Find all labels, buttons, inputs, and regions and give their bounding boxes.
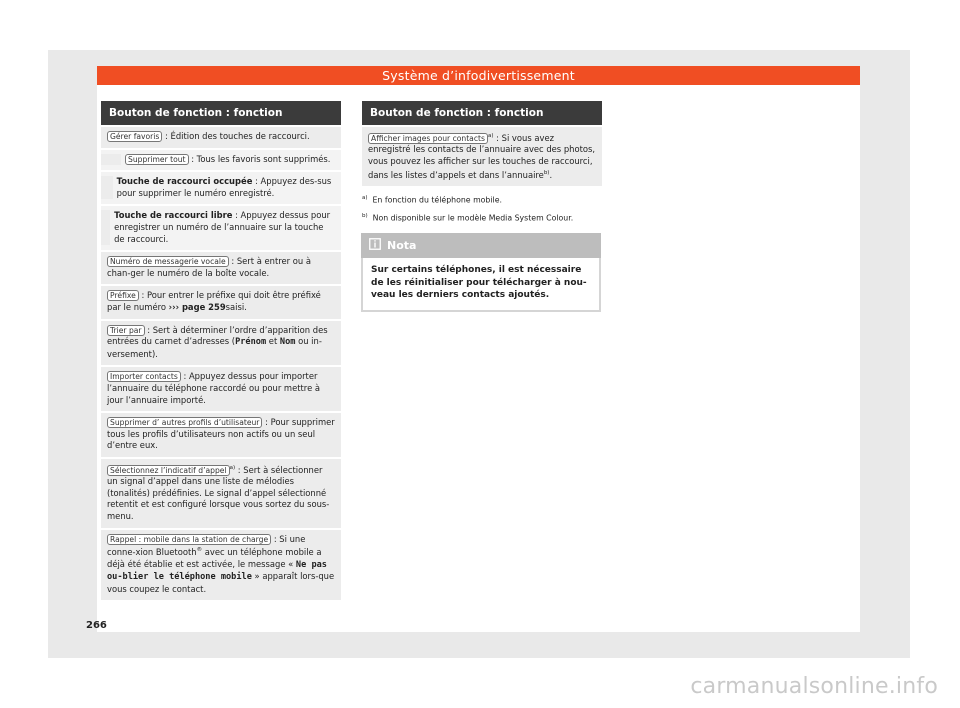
footnotes [362, 193, 602, 228]
footnote: $^{a)}$ En fonction du téléphone mobile. [362, 195, 502, 205]
nota-body: Sur certains téléphones, il est nécessaire de les réinitialiser pour télécharger à nou-veau les derniers contacts ajoutés. [361, 258, 601, 312]
footnote-mark: b) [543, 169, 550, 176]
function-key: Supprimer tout [125, 154, 189, 165]
row-text: : Tous les favoris sont supprimés. [188, 153, 331, 164]
function-key: Trier par [107, 325, 145, 336]
table-row [101, 284, 341, 318]
row-text: : Pour entrer le préfixe qui doit être préfixé par le numéro [107, 290, 321, 312]
table-row [101, 528, 341, 601]
nota-header [361, 233, 601, 258]
table-row [101, 457, 341, 528]
row-text: : Si une conne-xion Bluetooth [107, 533, 306, 558]
table-row [101, 170, 341, 204]
table-heading: Bouton de fonction : fonction [362, 101, 602, 125]
function-key: Rappel : mobile dans la station de charge [107, 534, 271, 545]
nota-box [361, 233, 601, 312]
row-text: : Sert à entrer ou à chan-ger le numéro de la boîte vocale. [107, 256, 311, 278]
function-table-left [101, 101, 341, 600]
function-key: Afficher images pour contacts [368, 133, 488, 144]
row-text-mid: et [266, 336, 280, 347]
display-text: Prénom [235, 337, 267, 348]
row-text: : Si vous avez enregistré les contacts de l’annuaire avec des photos, vous pouvez les afficher sur les touches de raccourci, dans les listes d’appels et dans l’annuaire [368, 132, 595, 180]
row-text: : Sert à sélectionner un signal d’appel dans une liste de mélodies (tonalités) prédéfinies. Le signal d’appel sélectionné retentit et est configuré lorsque vous sortez du sous-menu. [107, 464, 330, 522]
footnote-mark: a) [487, 133, 494, 139]
row-text: : Pour supprimer tous les profils d’utilisateurs non actifs ou un seul d’entre eux. [107, 417, 335, 451]
row-text-tail: » apparaît lors-que vous coupez le contact. [107, 571, 335, 594]
row-text: : Appuyez des-sus pour supprimer le numéro enregistré. [116, 176, 332, 198]
function-key: Supprimer d’ autres profils d’utilisateur [107, 417, 262, 428]
function-key: Importer contacts [107, 371, 181, 382]
page-number: 266 [86, 620, 107, 631]
footnote-mark: a) [229, 464, 236, 471]
footnote: $^{b)}$ Non disponible sur le modèle Media System Colour. [362, 212, 574, 223]
registered-mark: ® [196, 547, 203, 554]
function-key: Préfixe [107, 290, 139, 301]
watermark: carmanualsonline.info [690, 674, 938, 699]
row-term: Touche de raccourci libre [114, 210, 233, 221]
function-key: Sélectionnez l’indicatif d’appel [107, 465, 230, 476]
display-text: Nom [279, 337, 296, 348]
table-row [101, 365, 341, 411]
table-row [362, 125, 602, 186]
nota-title: Nota [387, 239, 417, 252]
row-text: : Appuyez dessus pour importer l’annuaire du téléphone raccordé ou pour mettre à jour l’annuaire importé. [107, 371, 321, 405]
row-text-tail: saisi. [225, 301, 247, 312]
section-title: Système d’infodivertissement [382, 68, 575, 83]
table-row [101, 125, 341, 148]
row-text-tail: . [549, 169, 553, 180]
table-row [101, 250, 341, 284]
page-reference-link[interactable]: ››› page 259 [168, 301, 226, 312]
table-row [101, 204, 341, 250]
row-text: : Sert à déterminer l’ordre d’apparition des entrées du carnet d’adresses ( [107, 324, 328, 347]
info-icon [369, 234, 381, 259]
function-key: Gérer favoris [107, 131, 162, 142]
display-text: Ne pas ou-blier le téléphone mobile [107, 559, 327, 583]
section-title-band [97, 66, 860, 85]
table-row [101, 148, 341, 171]
table-heading: Bouton de fonction : fonction [101, 101, 341, 125]
function-table-right [362, 101, 602, 186]
row-term: Touche de raccourci occupée [116, 176, 253, 187]
table-row [101, 411, 341, 457]
row-text-2: avec un téléphone mobile a déjà été établie et est activée, le message « [107, 547, 322, 569]
row-text: : Édition des touches de raccourci. [162, 131, 310, 141]
row-text-tail: ou in-versement). [107, 336, 322, 359]
table-row [101, 319, 341, 366]
function-key: Numéro de messagerie vocale [107, 256, 229, 267]
row-text: : Appuyez dessus pour enregistrer un numéro de l’annuaire sur la touche de raccourci. [114, 210, 331, 244]
